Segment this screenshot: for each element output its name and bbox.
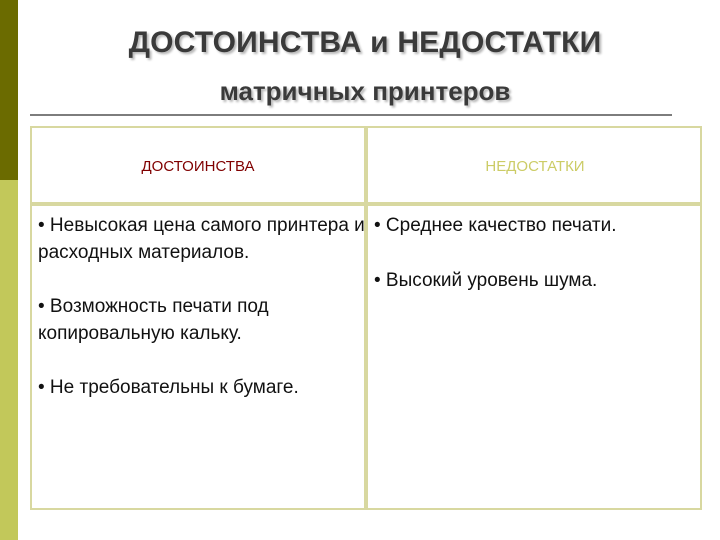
cons-item: • Высокий уровень шума. — [374, 270, 598, 291]
comparison-table — [30, 126, 702, 510]
sidebar-accent-light — [0, 180, 18, 540]
cons-header: НЕДОСТАТКИ — [485, 158, 585, 175]
cons-list — [374, 212, 699, 322]
slide-title: ДОСТОИНСТВА и НЕДОСТАТКИ — [128, 26, 602, 59]
slide-subtitle: матричных принтеров — [219, 76, 511, 106]
pros-list — [38, 212, 368, 428]
pros-item: • Возможность печати под копировальную кальку. — [38, 296, 269, 344]
pros-item: • Не требовательны к бумаге. — [38, 377, 299, 398]
cons-item: • Среднее качество печати. — [374, 215, 617, 236]
header-divider — [32, 202, 700, 206]
sidebar-accent-dark — [0, 0, 18, 180]
title-divider — [30, 114, 672, 116]
pros-header: ДОСТОИНСТВА — [141, 158, 255, 175]
pros-item: • Невысокая цена самого принтера и расходных материалов. — [38, 215, 365, 263]
